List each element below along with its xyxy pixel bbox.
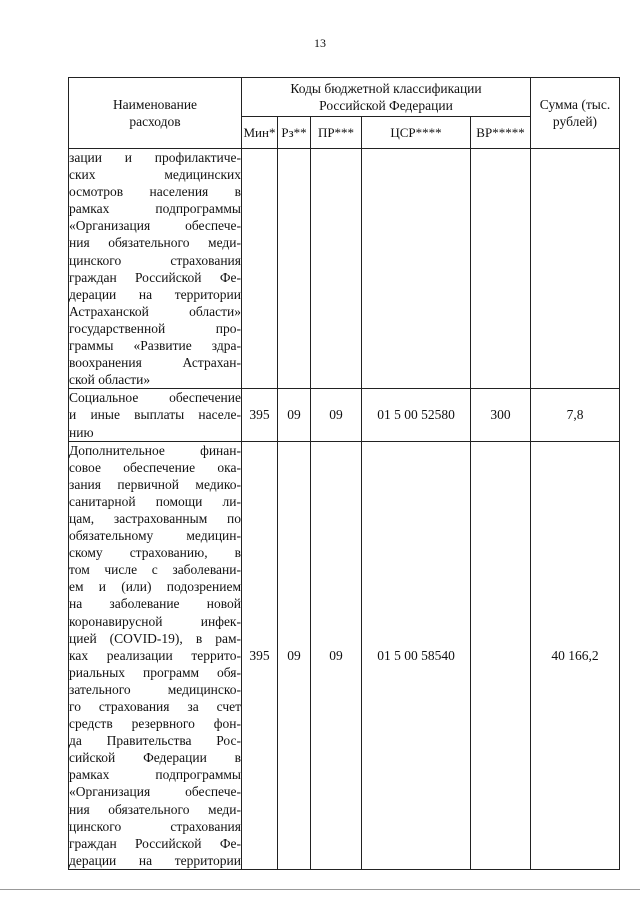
row-description-line: коронавирусной инфек-	[69, 613, 241, 629]
row-description-line: обязательному медицин-	[69, 528, 241, 544]
row-description-line: ния обязательного меди-	[69, 235, 241, 251]
table-row	[69, 149, 620, 389]
row-description-line: ках реализации террито-	[69, 647, 241, 663]
header-csr: ЦСР****	[362, 117, 471, 149]
row-description-line: осмотров населения в	[69, 184, 241, 200]
row-description-line: Дополнительное финан-	[69, 442, 241, 458]
header-min: Мин*	[242, 117, 278, 149]
cell-csr	[362, 149, 471, 389]
row-description-line: Социальное обеспечение	[69, 390, 241, 406]
header-codes-group: Коды бюджетной классификации Российской Федерации	[242, 78, 531, 117]
row-description-line: том числе с заболевани-	[69, 562, 241, 578]
cell-sum: 40 166,2	[531, 441, 620, 869]
header-name: Наименование расходов	[69, 78, 242, 149]
cell-csr: 01 5 00 58540	[362, 441, 471, 869]
cell-csr: 01 5 00 52580	[362, 389, 471, 441]
header-pr: ПР***	[311, 117, 362, 149]
row-description-line: ем и (или) подозрением	[69, 579, 241, 595]
row-description-line: граждан Российской Фе-	[69, 835, 241, 851]
row-description-line: зания первичной медико-	[69, 476, 241, 492]
row-description-line: дерации на территории	[69, 286, 241, 302]
row-description	[69, 441, 242, 869]
header-sum: Сумма (тыс. рублей)	[531, 78, 620, 149]
row-description-line: ния обязательного меди-	[69, 801, 241, 817]
row-description-line: риальных программ обя-	[69, 664, 241, 680]
header-rz: Рз**	[278, 117, 311, 149]
header-vr: ВР*****	[471, 117, 531, 149]
cell-vr	[471, 441, 531, 869]
row-description-line: ской области»	[69, 372, 151, 388]
row-description-line: и иные выплаты населе-	[69, 407, 241, 423]
row-description-line: граммы «Развитие здра-	[69, 338, 241, 354]
row-description-line: государственной про-	[69, 320, 241, 336]
row-description-line: цией (COVID-19), в рам-	[69, 630, 241, 646]
table-row	[69, 441, 620, 869]
row-description-line: граждан Российской Фе-	[69, 269, 241, 285]
row-description-line: сийской Федерации в	[69, 750, 241, 766]
page-number: 13	[314, 36, 326, 50]
row-description-line: на заболевание новой	[69, 596, 241, 612]
row-description-line: цинского страхования	[69, 252, 241, 268]
row-description-line: цам, застрахованным по	[69, 510, 241, 526]
row-description-line: рамках подпрограммы	[69, 767, 241, 783]
row-description-line: санитарной помощи ли-	[69, 493, 241, 509]
cell-rz	[278, 149, 311, 389]
row-description	[69, 389, 242, 441]
cell-vr	[471, 149, 531, 389]
row-description-line: скому страхованию, в	[69, 545, 241, 561]
row-description-line: рамках подпрограммы	[69, 201, 241, 217]
cell-min: 395	[242, 441, 278, 869]
row-description-line: средств резервного фон-	[69, 716, 241, 732]
cell-min: 395	[242, 389, 278, 441]
row-description-line: цинского страхования	[69, 818, 241, 834]
cell-pr: 09	[311, 441, 362, 869]
row-description-line: нию	[69, 424, 94, 440]
cell-pr	[311, 149, 362, 389]
row-description-line: совое обеспечение ока-	[69, 459, 241, 475]
cell-pr: 09	[311, 389, 362, 441]
page-bottom-edge	[0, 889, 640, 890]
row-description-line: Астраханской области»	[69, 303, 241, 319]
cell-min	[242, 149, 278, 389]
row-description-line: ских медицинских	[69, 167, 241, 183]
row-description-line: да Правительства Рос-	[69, 733, 241, 749]
row-description-line: зательного медицинско-	[69, 681, 241, 697]
row-description-line: зации и профилактиче-	[69, 150, 241, 165]
budget-table	[68, 77, 620, 870]
row-description-line: го страхования за счет	[69, 699, 241, 714]
cell-sum	[531, 149, 620, 389]
cell-sum: 7,8	[531, 389, 620, 441]
row-description-line: «Организация обеспече-	[69, 218, 241, 234]
row-description-line: «Организация обеспече-	[69, 784, 241, 800]
cell-rz: 09	[278, 389, 311, 441]
table-row	[69, 389, 620, 441]
row-description-line: дерации на территории	[69, 852, 241, 868]
row-description	[69, 149, 242, 389]
row-description-line: воохранения Астрахан-	[69, 355, 241, 371]
cell-rz: 09	[278, 441, 311, 869]
cell-vr: 300	[471, 389, 531, 441]
